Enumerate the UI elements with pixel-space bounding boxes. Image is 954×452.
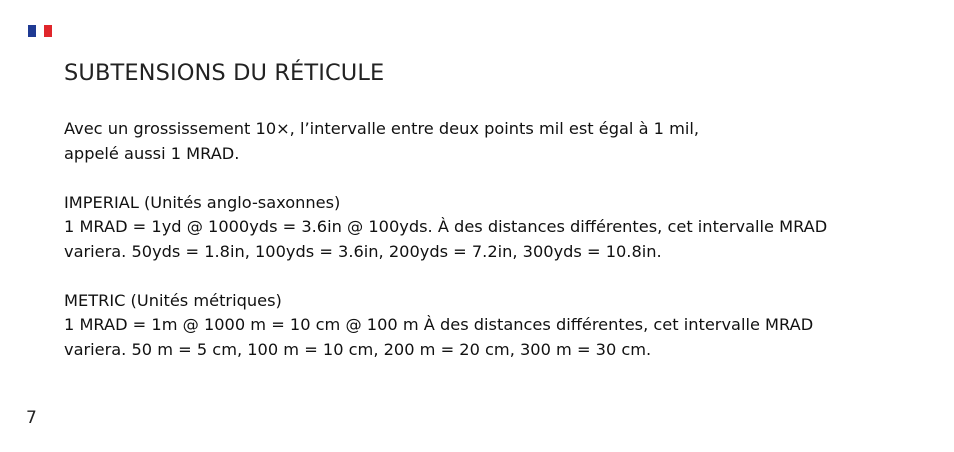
intro-line-1: Avec un grossissement 10×, l’intervalle entre deux points mil est égal à 1 mil, — [64, 119, 699, 138]
imperial-line-1: 1 MRAD = 1yd @ 1000yds = 3.6in @ 100yds. À des distances différentes, cet intervalle MRAD — [64, 217, 828, 236]
imperial-line-2: variera. 50yds = 1.8in, 100yds = 3.6in, 200yds = 7.2in, 300yds = 10.8in. — [64, 241, 662, 261]
imperial-heading: IMPERIAL (Unités anglo-saxonnes) — [64, 192, 341, 212]
reticle-subtension-text — [64, 117, 924, 362]
page-title: SUBTENSIONS DU RÉTICULE — [64, 60, 385, 86]
metric-line-1: 1 MRAD = 1m @ 1000 m = 10 cm @ 100 m À des distances différentes, cet intervalle MRAD — [64, 315, 814, 334]
intro-line-2: appelé aussi 1 MRAD. — [64, 143, 240, 163]
page-number: 7 — [26, 408, 37, 428]
metric-heading: METRIC (Unités métriques) — [64, 290, 282, 310]
metric-line-2: variera. 50 m = 5 cm, 100 m = 10 cm, 200 m = 20 cm, 300 m = 30 cm. — [64, 339, 652, 359]
french-flag-icon — [28, 25, 52, 37]
